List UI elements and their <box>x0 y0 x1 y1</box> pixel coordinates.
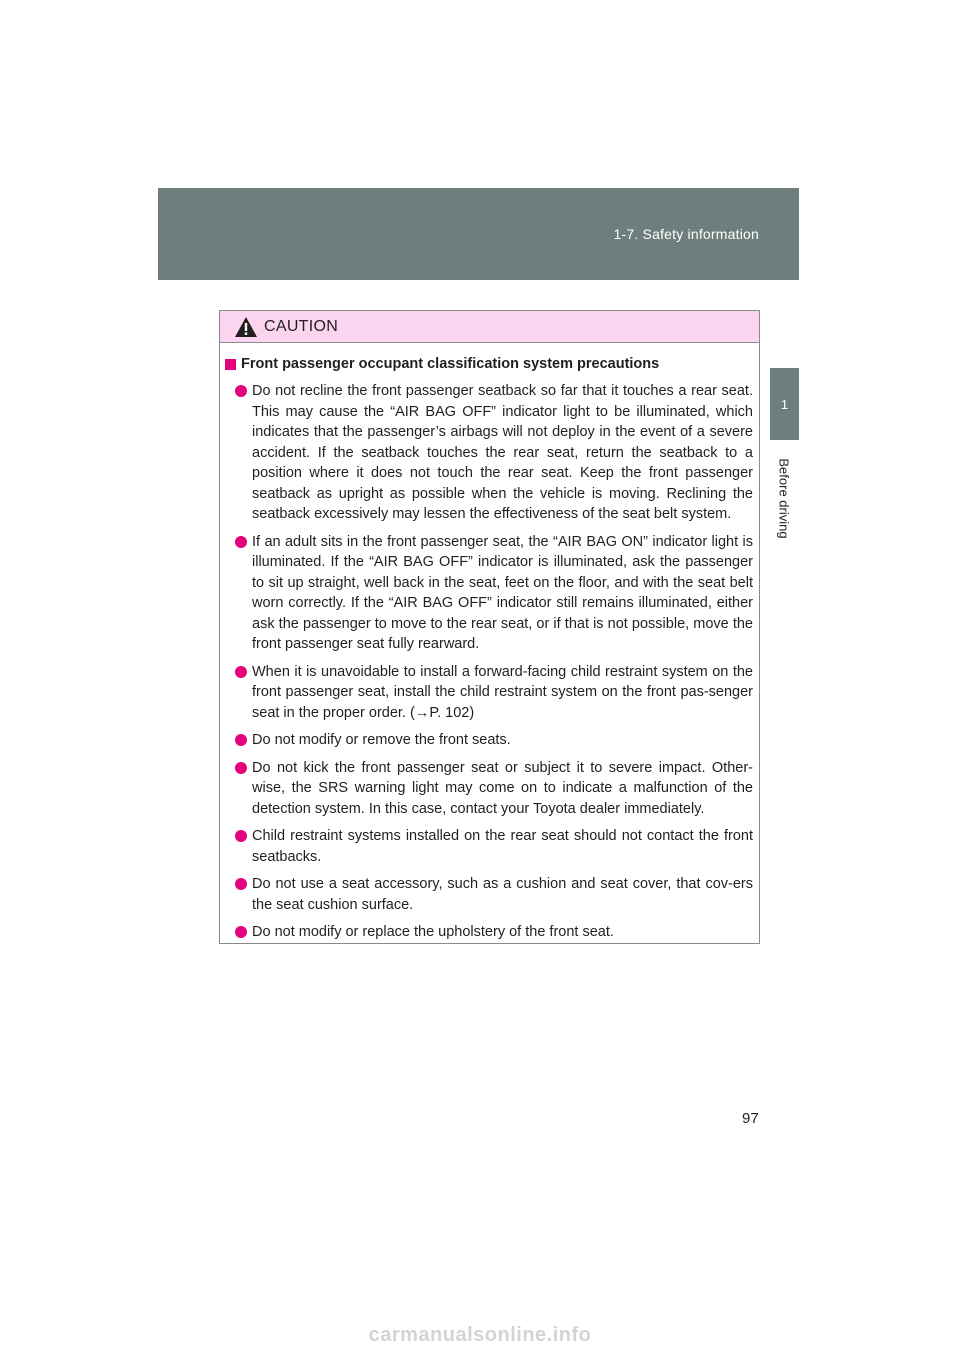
caution-item <box>225 730 753 751</box>
caution-header <box>220 311 759 343</box>
caution-item <box>225 662 753 724</box>
section-title: 1-7. Safety information <box>613 226 759 242</box>
caution-item <box>225 758 753 820</box>
bullet-dot-icon <box>235 830 247 842</box>
caution-subheading-text: Front passenger occupant classification system precautions <box>241 356 660 372</box>
chapter-label <box>763 448 805 548</box>
bullet-dot-icon <box>235 385 247 397</box>
caution-item-text: Do not recline the front passenger seatback so far that it touches a rear seat. This may cause the “AIR BAG OFF” indicator light to be illuminated, which indicates that the passenger’s airbags will not deploy in the event of a severe accident. If the seatback touches the rear seat, return the seatback to a position where it does not touch the rear seat. Keep the front passenger seatback as upright as possible when the vehicle is moving. Reclining the seatback excessively may lessen the effectiveness of the seat belt system. <box>252 383 753 522</box>
caution-item-text: Child restraint systems installed on the rear seat should not contact the front seatbacks. <box>252 828 753 865</box>
caution-item-text: When it is unavoidable to install a forward-facing child restraint system on the front passenger seat, install the child restraint system on the front pas-senger seat in the proper order. (→P. 102) <box>252 663 753 721</box>
bullet-dot-icon <box>235 926 247 938</box>
caution-item-text: If an adult sits in the front passenger seat, the “AIR BAG ON” indicator light is illuminated. If the “AIR BAG OFF” indicator is illuminated, ask the passenger to sit up straight, well back in the seat, feet on the floor, and with the seat belt worn correctly. If the “AIR BAG OFF” indicator still remains illuminated, either ask the passenger to move to the rear seat, or if that is not possible, move the front passenger seat fully rearward. <box>252 533 753 652</box>
caution-item <box>225 922 753 943</box>
bullet-dot-icon <box>235 734 247 746</box>
caution-item-text: Do not kick the front passenger seat or subject it to severe impact. Other-wise, the SRS warning light may come on to indicate a malfunction of the detection system. In this case, contact your Toyota dealer immediately. <box>252 759 753 817</box>
bullet-dot-icon <box>235 878 247 890</box>
caution-item <box>225 874 753 915</box>
caution-title: CAUTION <box>264 317 339 335</box>
chapter-label-text: Before driving <box>776 457 792 539</box>
caution-item <box>225 826 753 867</box>
caution-subheading <box>225 354 753 374</box>
caution-item <box>225 532 753 655</box>
watermark-link[interactable]: carmanualsonline.info <box>368 1324 592 1346</box>
caution-item <box>225 381 753 525</box>
bullet-dot-icon <box>235 762 247 774</box>
caution-item-text: Do not modify or replace the upholstery of the front seat. <box>252 924 614 940</box>
bullet-dot-icon <box>235 536 247 548</box>
caution-body <box>220 343 759 943</box>
warning-triangle-icon <box>234 316 258 338</box>
caution-box <box>219 310 760 944</box>
caution-item-text: Do not modify or remove the front seats. <box>252 732 511 748</box>
square-bullet-icon <box>225 359 236 370</box>
caution-item-text: Do not use a seat accessory, such as a cushion and seat cover, that cov-ers the seat cushion surface. <box>252 876 753 913</box>
bullet-dot-icon <box>235 666 247 678</box>
header-band <box>158 188 799 280</box>
chapter-tab <box>770 368 799 440</box>
chapter-number: 1 <box>780 396 789 412</box>
page-number: 97 <box>742 1110 759 1127</box>
